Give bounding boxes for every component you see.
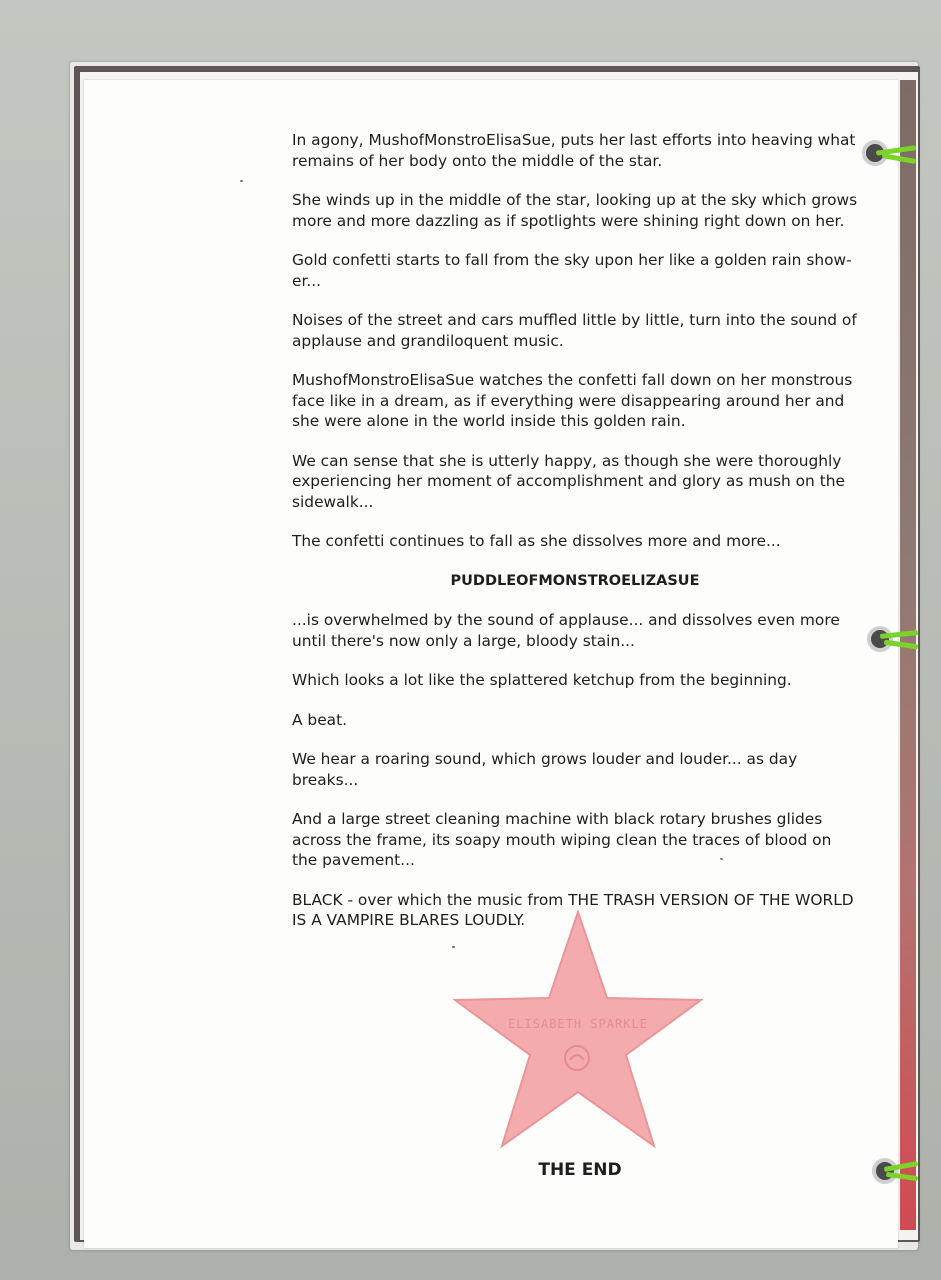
cover-edge-strip — [900, 80, 916, 1230]
action-paragraph-10: A beat. — [292, 710, 348, 729]
action-paragraph-7: The confetti continues to fall as she dissolves more and more... — [292, 532, 781, 550]
action-paragraph-6: We can sense that she is utterly happy, as though she were thoroughly experiencing her moment of accomplishment and glory as mush on the sidewalk... — [292, 451, 845, 511]
action-paragraph-2: She winds up in the middle of the star, looking up at the sky which grows more and more dazzling as if spotlights were shining right down on her. — [292, 191, 858, 230]
action-paragraph-9: Which looks a lot like the splattered ketchup from the beginning. — [292, 671, 792, 689]
paper-speck — [452, 946, 455, 948]
action-paragraph-5: MushofMonstroElisaSue watches the confetti fall down on her monstrous face like in a dream, as if everything were disappearing around her and she were alone in the world inside this golden rain. — [292, 371, 853, 430]
action-paragraph-11: We hear a roaring sound, which grows louder and louder... as day breaks... — [292, 750, 798, 789]
action-paragraph-3: Gold confetti starts to fall from the sky upon her like a golden rain show-er... — [292, 251, 852, 290]
the-end-label: THE END — [538, 1160, 622, 1180]
script-body — [292, 130, 858, 950]
action-paragraph-1: In agony, MushofMonstroElisaSue, puts her last efforts into heaving what remains of her body onto the middle of the star. — [292, 131, 856, 170]
star-name-label: ELISABETH SPARKLE — [508, 1017, 648, 1031]
action-paragraph-4: Noises of the street and cars muffled little by little, turn into the sound of applause and grandiloquent music. — [292, 311, 857, 350]
star-icon — [453, 910, 703, 1150]
character-heading: PUDDLEOFMONSTROELIZASUE — [450, 572, 700, 589]
action-paragraph-12: And a large street cleaning machine with black rotary brushes glides across the frame, its soapy mouth wiping clean the traces of blood on the pavement... — [292, 810, 832, 869]
paper-speck — [240, 180, 243, 182]
action-paragraph-8: ...is overwhelmed by the sound of applause... and dissolves even more until there's now only a large, bloody stain... — [292, 611, 840, 650]
walk-of-fame-star — [453, 910, 703, 1150]
binder-ring-middle — [867, 626, 893, 652]
action-paragraph-13: BLACK - over which the music from THE TRASH VERSION OF THE WORLD IS A VAMPIRE BLARES LOUDLY. — [292, 890, 854, 929]
